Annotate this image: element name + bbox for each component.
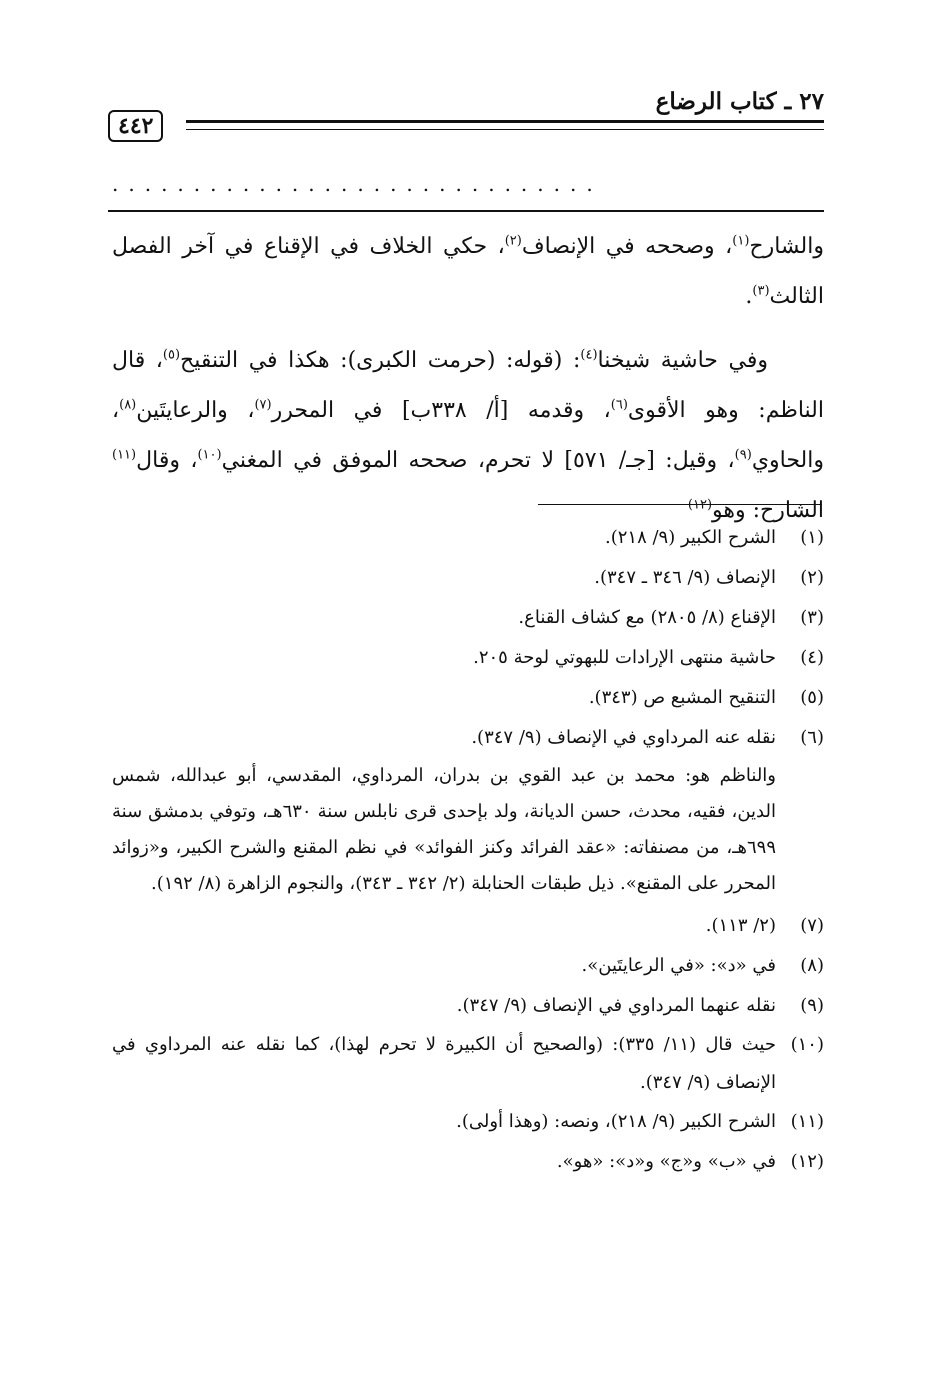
header-double-rule <box>186 120 824 130</box>
text-run: ، وصححه في الإنصاف <box>521 234 733 259</box>
footnote-continuation: والناظم هو: محمد بن عبد القوي بن بدران، المرداوي، المقدسي، أبو عبدالله، شمس الدين، فقيه، محدث، حسن الديانة، ولد بإحدى قرى نابلس سنة ٦٣٠هـ، وتوفي بدمشق سنة ٦٩٩هـ، من مصنفاته: «عقد الفرائد وكنز الفوائد» في نظم المقنع والشرح الكبير، و«زوائد المحرر على المقنع». ذيل طبقات الحنابلة (٢/ ٣٤٢ ـ ٣٤٣)، والنجوم الزاهرة (٨/ ١٩٢). <box>112 765 776 894</box>
text-run: : (قوله: (حرمت الكبرى): هكذا في التنقيح <box>180 348 581 373</box>
footnote-ref: (٩) <box>734 447 752 463</box>
footnote-number: (٢) <box>800 567 824 588</box>
footnote-item <box>112 718 824 758</box>
text-run: ، والحاوي <box>112 398 824 473</box>
footnote-item <box>112 558 824 598</box>
footnote-item <box>112 518 824 558</box>
text-run: الشارح: وهو <box>712 498 824 523</box>
main-text <box>112 222 824 536</box>
footnote-item <box>112 678 824 718</box>
footnote-number: (١١) <box>790 1111 824 1132</box>
footnote-ref: (٣) <box>752 283 770 299</box>
footnote-text: الإنصاف (٩/ ٣٤٦ ـ ٣٤٧). <box>594 567 776 588</box>
footnote-number: (٥) <box>800 687 824 708</box>
dotted-separator: .............................. <box>112 172 603 196</box>
footnote-text: التنقيح المشبع ص (٣٤٣). <box>588 687 776 708</box>
footnote-text: في «ب» و«ج» و«د»: «هو». <box>556 1151 776 1172</box>
footnote-ref: (٢) <box>504 233 522 249</box>
text-run: والشارح <box>749 234 824 259</box>
footnote-item <box>112 986 824 1026</box>
footnote-number: (٦) <box>800 727 824 748</box>
footnote-ref: (١٢) <box>687 497 713 513</box>
text-run: ، حكي الخلاف في الإقناع في آخر الفصل الثالث <box>112 234 824 309</box>
footnote-number: (١٢) <box>790 1151 824 1172</box>
text-run: ، قال الناظم: وهو الأقوى <box>112 348 824 423</box>
footnote-text: نقله عنه المرداوي في الإنصاف (٩/ ٣٤٧). <box>471 727 776 748</box>
footnote-ref: (١١) <box>112 447 137 463</box>
footnote-text: حاشية منتهى الإرادات للبهوتي لوحة ٢٠٥. <box>473 647 776 668</box>
footnote-ref: (٨) <box>119 397 137 413</box>
page-header <box>108 88 824 142</box>
footnote-item <box>112 1026 824 1102</box>
footnote-text: الشرح الكبير (٩/ ٢١٨)، ونصه: (وهذا أولى). <box>456 1111 776 1132</box>
paragraph-2 <box>112 336 824 536</box>
footnote-item <box>112 598 824 638</box>
text-run: . <box>745 284 753 309</box>
footnote-text: حيث قال (١١/ ٣٣٥): (والصحيح أن الكبيرة لا تحرم لهذا)، كما نقله عنه المرداوي في الإنصاف (٩/ ٣٤٧). <box>112 1034 776 1093</box>
footnote-text: (٢/ ١١٣). <box>705 915 776 936</box>
footnote-number: (٧) <box>800 915 824 936</box>
text-run: ، وقيل: [جـ/ ٥٧١] لا تحرم، صححه الموفق في المغني <box>221 448 735 473</box>
footnote-ref: (٦) <box>610 397 628 413</box>
text-top-rule <box>108 210 824 212</box>
footnote-ref: (٥) <box>162 347 181 363</box>
page-number: ٤٤٢ <box>108 110 163 142</box>
footnote-number: (٨) <box>800 955 824 976</box>
paragraph-1 <box>112 222 824 322</box>
footnote-item <box>112 1102 824 1142</box>
footnote-ref: (١) <box>732 233 750 249</box>
footnote-ref: (١٠) <box>197 447 222 463</box>
footnote-item <box>112 946 824 986</box>
footnote-item <box>112 906 824 946</box>
footnote-separator <box>538 504 822 505</box>
footnote-item <box>112 638 824 678</box>
footnote-text: الشرح الكبير (٩/ ٢١٨). <box>604 527 776 548</box>
footnote-text: الإقناع (٨/ ٢٨٠٥) مع كشاف القناع. <box>518 607 776 628</box>
footnote-number: (١٠) <box>790 1034 824 1055</box>
text-run: ، والرعايتَين <box>136 398 255 423</box>
footnote-text: نقله عنهما المرداوي في الإنصاف (٩/ ٣٤٧). <box>456 995 776 1016</box>
text-run: وفي حاشية شيخنا <box>597 348 768 373</box>
footnote-item <box>112 1142 824 1182</box>
footnote-number: (٩) <box>800 995 824 1016</box>
text-run: ، وقال <box>136 448 198 473</box>
footnote-ref: (٧) <box>254 397 272 413</box>
footnotes <box>112 518 824 1182</box>
chapter-title: ٢٧ ـ كتاب الرضاع <box>655 88 824 115</box>
footnote-text: في «د»: «في الرعايتَين». <box>581 955 776 976</box>
footnote-number: (١) <box>800 527 824 548</box>
footnote-number: (٣) <box>800 607 824 628</box>
text-run: ، وقدمه [أ/ ٣٣٨ب] في المحرر <box>271 398 611 423</box>
footnote-number: (٤) <box>800 647 824 668</box>
footnote-ref: (٤) <box>580 347 598 363</box>
